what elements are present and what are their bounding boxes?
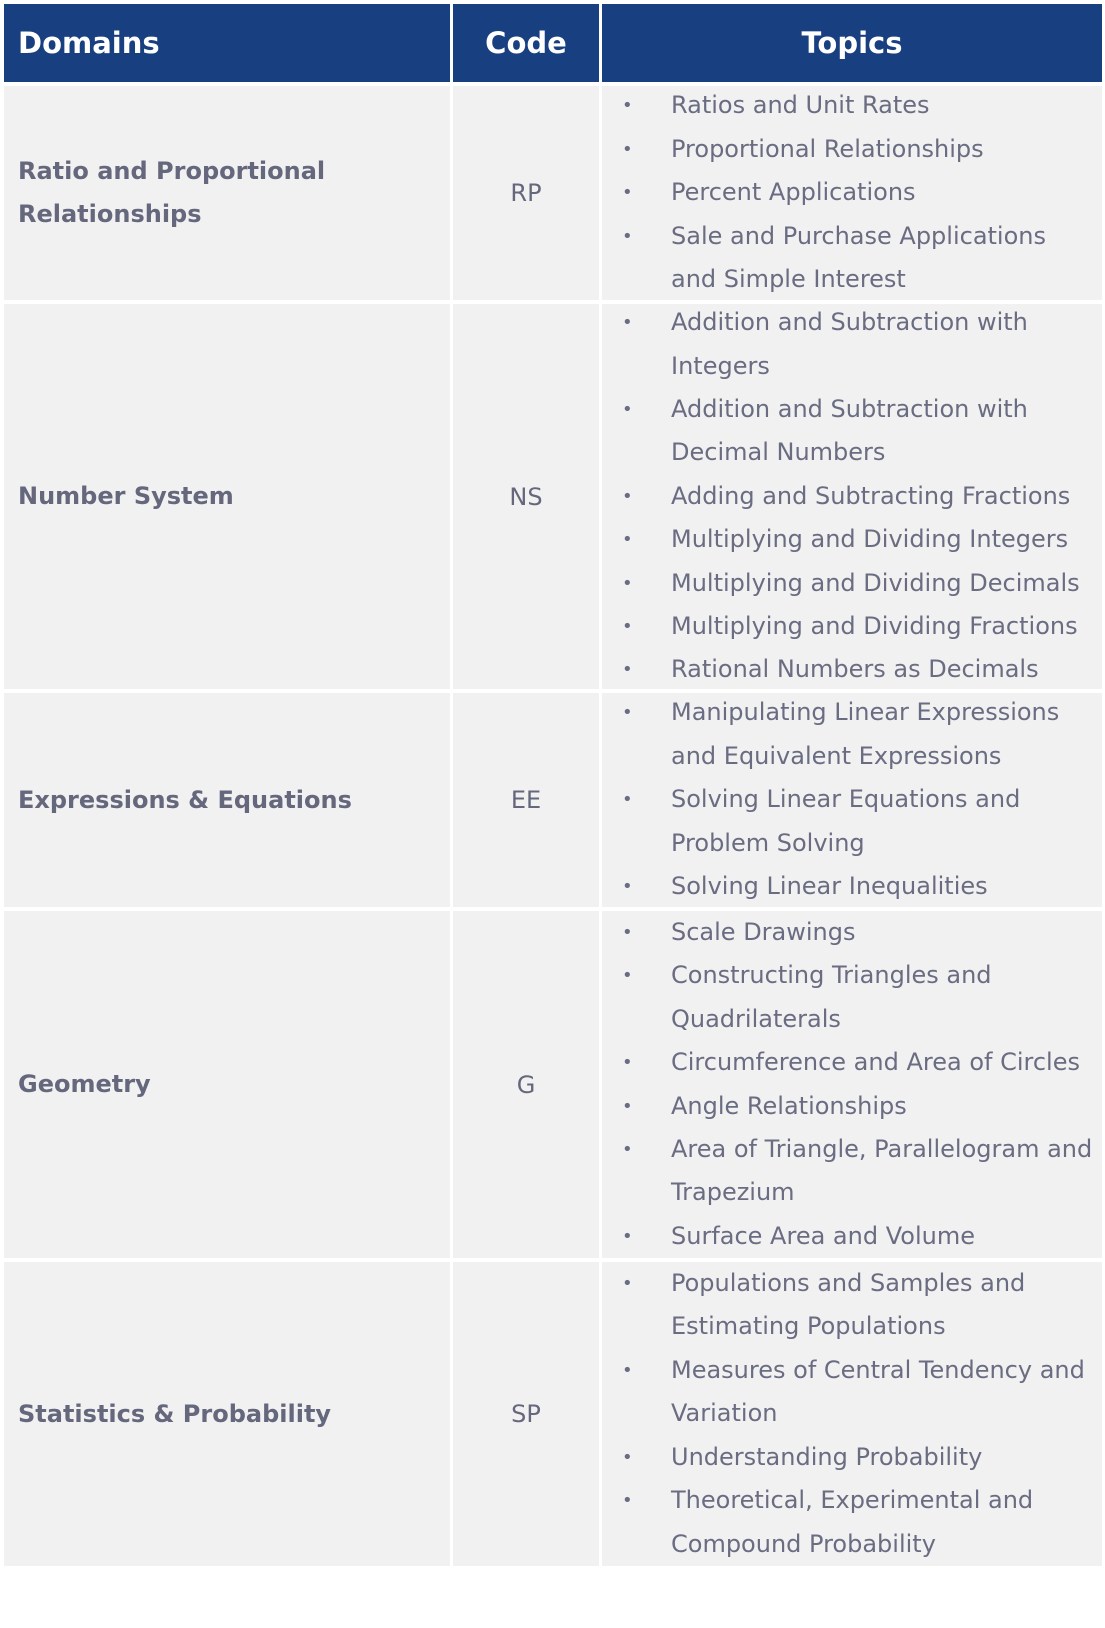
topic-text: Adding and Subtracting Fractions bbox=[671, 481, 1071, 510]
topic-text: Percent Applications bbox=[671, 178, 916, 207]
topic-text: Multiplying and Dividing Fractions bbox=[671, 612, 1078, 641]
topic-text: Manipulating Linear Expressions and Equivalent Expressions bbox=[671, 698, 1060, 770]
bullet-icon: • bbox=[622, 312, 633, 334]
row-topics bbox=[602, 1262, 1102, 1566]
topic-text: Constructing Triangles and Quadrilaterals bbox=[671, 961, 992, 1033]
row-code: G bbox=[453, 911, 599, 1258]
bullet-icon: • bbox=[622, 965, 633, 987]
topic-text: Sale and Purchase Applications and Simple Interest bbox=[671, 221, 1046, 294]
row-topics bbox=[602, 304, 1102, 689]
topic-item bbox=[602, 865, 1094, 908]
topic-text: Measures of Central Tendency and Variation bbox=[671, 1355, 1085, 1428]
topic-list bbox=[602, 301, 1094, 692]
topic-item bbox=[602, 1041, 1094, 1084]
topic-list bbox=[602, 1262, 1094, 1566]
row-code: EE bbox=[453, 693, 599, 907]
topic-item bbox=[602, 388, 1094, 475]
topic-text: Understanding Probability bbox=[671, 1442, 983, 1471]
bullet-icon: • bbox=[622, 225, 633, 247]
row-topics bbox=[602, 911, 1102, 1258]
topic-text: Solving Linear Equations and Problem Solving bbox=[671, 785, 1021, 857]
domains-table bbox=[4, 4, 1102, 1566]
row-topics bbox=[602, 86, 1102, 300]
topic-text: Multiplying and Dividing Integers bbox=[671, 525, 1069, 554]
header-topics: Topics bbox=[602, 4, 1102, 82]
topic-item bbox=[602, 1215, 1094, 1258]
bullet-icon: • bbox=[622, 529, 633, 551]
bullet-icon: • bbox=[622, 702, 633, 724]
topic-item bbox=[602, 778, 1094, 865]
topic-item bbox=[602, 1085, 1094, 1128]
row-code: SP bbox=[453, 1262, 599, 1566]
topic-item bbox=[602, 954, 1094, 1041]
bullet-icon: • bbox=[622, 485, 633, 507]
bullet-icon: • bbox=[622, 1052, 633, 1074]
header-domains: Domains bbox=[4, 4, 450, 82]
topic-item bbox=[602, 84, 1094, 127]
bullet-icon: • bbox=[622, 138, 633, 160]
topic-item bbox=[602, 171, 1094, 214]
bullet-icon: • bbox=[622, 398, 633, 420]
bullet-icon: • bbox=[622, 1138, 633, 1160]
topic-item bbox=[602, 691, 1094, 778]
topic-text: Area of Triangle, Parallelogram and Trapezium bbox=[671, 1134, 1093, 1207]
bullet-icon: • bbox=[622, 876, 633, 898]
row-domain: Statistics & Probability bbox=[4, 1262, 450, 1566]
bullet-icon: • bbox=[622, 1446, 633, 1468]
row-domain: Geometry bbox=[4, 911, 450, 1258]
bullet-icon: • bbox=[622, 182, 633, 204]
topic-text: Ratios and Unit Rates bbox=[671, 91, 930, 120]
row-domain: Expressions & Equations bbox=[4, 693, 450, 907]
topic-item bbox=[602, 648, 1094, 691]
row-domain: Ratio and Proportional Relationships bbox=[4, 86, 450, 300]
topic-text: Theoretical, Experimental and Compound Probability bbox=[671, 1486, 1034, 1558]
topic-list bbox=[602, 84, 1094, 301]
topic-item bbox=[602, 562, 1094, 605]
bullet-icon: • bbox=[622, 1095, 633, 1117]
topic-text: Angle Relationships bbox=[671, 1091, 907, 1120]
bullet-icon: • bbox=[622, 95, 633, 117]
topic-item bbox=[602, 1128, 1094, 1215]
row-domain: Number System bbox=[4, 304, 450, 689]
topic-item bbox=[602, 128, 1094, 171]
row-topics bbox=[602, 693, 1102, 907]
bullet-icon: • bbox=[622, 1490, 633, 1512]
bullet-icon: • bbox=[622, 572, 633, 594]
bullet-icon: • bbox=[622, 789, 633, 811]
topic-text: Surface Area and Volume bbox=[671, 1221, 975, 1250]
topic-text: Multiplying and Dividing Decimals bbox=[671, 568, 1080, 597]
topic-item bbox=[602, 301, 1094, 388]
topic-text: Populations and Samples and Estimating Populations bbox=[671, 1269, 1026, 1341]
bullet-icon: • bbox=[622, 921, 633, 943]
topic-text: Rational Numbers as Decimals bbox=[671, 655, 1039, 684]
header-code: Code bbox=[453, 4, 599, 82]
topic-item bbox=[602, 911, 1094, 954]
topic-item bbox=[602, 1262, 1094, 1349]
topic-text: Circumference and Area of Circles bbox=[671, 1048, 1080, 1077]
topic-item bbox=[602, 518, 1094, 561]
topic-item bbox=[602, 475, 1094, 518]
row-code: RP bbox=[453, 86, 599, 300]
bullet-icon: • bbox=[622, 659, 633, 681]
bullet-icon: • bbox=[622, 616, 633, 638]
topic-text: Solving Linear Inequalities bbox=[671, 872, 988, 901]
topic-item bbox=[602, 215, 1094, 302]
bullet-icon: • bbox=[622, 1359, 633, 1381]
topic-item bbox=[602, 1349, 1094, 1436]
topic-item bbox=[602, 1436, 1094, 1479]
topic-list bbox=[602, 691, 1094, 908]
row-code: NS bbox=[453, 304, 599, 689]
bullet-icon: • bbox=[622, 1273, 633, 1295]
bullet-icon: • bbox=[622, 1225, 633, 1247]
topic-item bbox=[602, 1479, 1094, 1566]
topic-text: Proportional Relationships bbox=[671, 134, 984, 163]
topic-list bbox=[602, 911, 1094, 1258]
topic-text: Addition and Subtraction with Decimal Numbers bbox=[671, 394, 1028, 467]
topic-text: Scale Drawings bbox=[671, 917, 856, 946]
topic-item bbox=[602, 605, 1094, 648]
topic-text: Addition and Subtraction with Integers bbox=[671, 308, 1028, 380]
